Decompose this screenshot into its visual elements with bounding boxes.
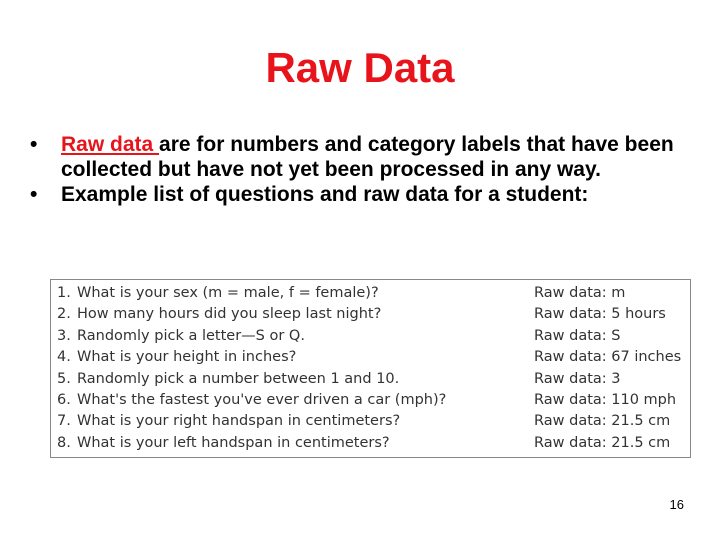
qa-answer: Raw data: S xyxy=(534,327,621,344)
qa-question: Randomly pick a letter—S or Q. xyxy=(77,327,305,344)
qa-number: 4. xyxy=(57,349,71,366)
qa-box xyxy=(50,279,691,458)
qa-number: 1. xyxy=(57,285,71,301)
bullet-list xyxy=(30,132,700,207)
qa-row xyxy=(51,411,690,432)
qa-question: What is your height in inches? xyxy=(77,349,297,366)
qa-answer: Raw data: 110 mph xyxy=(534,392,677,408)
qa-row xyxy=(51,283,690,304)
page-number: 16 xyxy=(669,497,684,512)
qa-question: What is your sex (m = male, f = female)? xyxy=(77,285,379,301)
qa-answer: Raw data: m xyxy=(534,285,626,301)
slide-title: Raw Data xyxy=(265,44,455,91)
qa-number: 3. xyxy=(57,327,71,344)
term-raw-data: Raw data xyxy=(61,133,160,156)
qa-question: What's the fastest you've ever driven a car (mph)? xyxy=(77,392,447,408)
qa-row xyxy=(51,369,690,390)
qa-question: What is your right handspan in centimeters? xyxy=(77,413,401,430)
bullet-marker: • xyxy=(30,183,38,206)
bullet-text: Example list of questions and raw data for a student: xyxy=(61,183,589,206)
qa-answer: Raw data: 21.5 cm xyxy=(534,413,671,430)
qa-number: 7. xyxy=(57,413,71,430)
bullet-marker: • xyxy=(30,133,38,156)
qa-question: Randomly pick a number between 1 and 10. xyxy=(77,370,400,387)
qa-row xyxy=(51,326,690,347)
bullet-item-definition xyxy=(30,132,700,182)
qa-number: 6. xyxy=(57,392,71,408)
qa-answer: Raw data: 67 inches xyxy=(534,349,682,366)
qa-number: 8. xyxy=(57,434,71,451)
qa-row xyxy=(51,347,690,368)
qa-answer: Raw data: 3 xyxy=(534,370,621,387)
qa-question: How many hours did you sleep last night? xyxy=(77,306,382,323)
qa-number: 2. xyxy=(57,306,71,323)
qa-row xyxy=(51,433,690,454)
qa-answer: Raw data: 5 hours xyxy=(534,306,666,323)
qa-question: What is your left handspan in centimeters? xyxy=(77,434,390,451)
bullet-item-example xyxy=(30,182,700,207)
qa-number: 5. xyxy=(57,370,71,387)
qa-row xyxy=(51,304,690,325)
bullet-text: are for numbers and category labels that have been collected but have not yet been processed in any way. xyxy=(61,133,674,181)
qa-row xyxy=(51,390,690,411)
qa-answer: Raw data: 21.5 cm xyxy=(534,434,671,451)
